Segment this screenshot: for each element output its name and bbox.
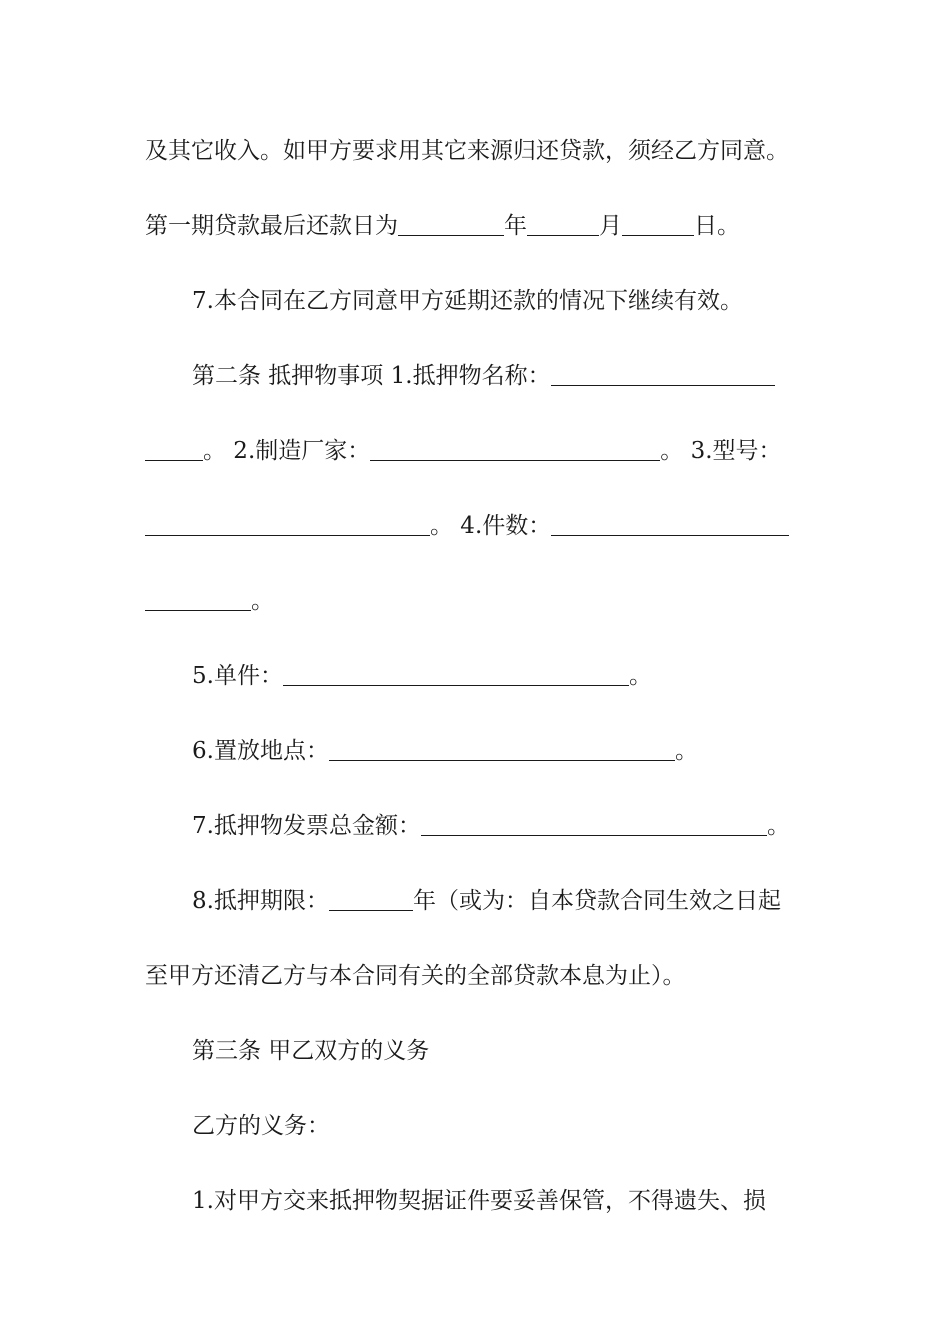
blank-quantity-continued[interactable]	[145, 588, 251, 611]
paragraph-line-12: 至甲方还清乙方与本合同有关的全部贷款本息为止）。	[145, 963, 686, 989]
paragraph-line-3: 7.本合同在乙方同意甲方延期还款的情况下继续有效。	[192, 288, 743, 314]
paragraph-line-9: 6.置放地点： 。	[192, 738, 698, 764]
blank-invoice-amount-field[interactable]	[421, 813, 767, 836]
blank-location-field[interactable]	[329, 738, 675, 761]
section-3-heading: 第三条 甲乙双方的义务	[192, 1038, 430, 1064]
blank-collateral-name-field[interactable]	[551, 363, 775, 386]
paragraph-line-2: 第一期贷款最后还款日为 年 月 日。	[145, 213, 740, 239]
section-2-heading-line: 第二条 抵押物事项 1.抵押物名称：	[192, 361, 872, 391]
paragraph-line-15: 1.对甲方交来抵押物契据证件要妥善保管，不得遗失、损	[192, 1188, 766, 1214]
blank-quantity-field[interactable]	[551, 513, 789, 536]
paragraph-line-7: 。	[145, 586, 825, 616]
paragraph-line-11: 8.抵押期限： 年（或为：自本贷款合同生效之日起	[192, 888, 781, 914]
blank-model-field[interactable]	[145, 513, 430, 536]
blank-term-years-field[interactable]	[329, 888, 413, 911]
blank-month-field[interactable]	[527, 213, 599, 236]
blank-unit-field[interactable]	[283, 663, 629, 686]
party-b-obligations-heading: 乙方的义务：	[192, 1113, 330, 1139]
paragraph-line-6: 。 4.件数：	[145, 511, 825, 541]
paragraph-line-8: 5.单件： 。	[192, 663, 652, 689]
blank-year-field[interactable]	[398, 213, 504, 236]
paragraph-line-5: 。 2.制造厂家： 。 3.型号：	[145, 436, 825, 466]
blank-manufacturer-field[interactable]	[370, 438, 660, 461]
paragraph-line-10: 7.抵押物发票总金额： 。	[192, 813, 790, 839]
blank-collateral-name-continued[interactable]	[145, 438, 203, 461]
blank-day-field[interactable]	[622, 213, 694, 236]
paragraph-line-1: 及其它收入。如甲方要求用其它来源归还贷款，须经乙方同意。	[145, 138, 789, 164]
